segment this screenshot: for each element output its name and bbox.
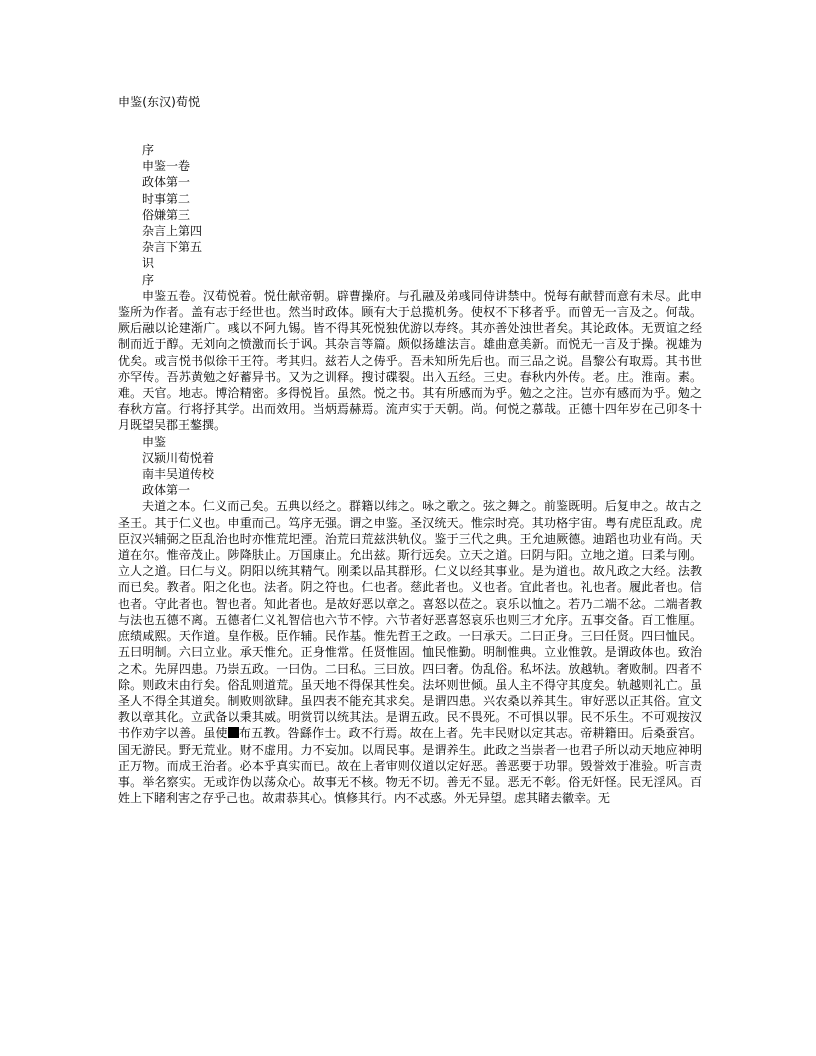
author-line: 汉颍川荀悦着 bbox=[142, 450, 215, 465]
chapter-body-paragraph bbox=[118, 498, 702, 806]
table-of-contents bbox=[118, 142, 702, 272]
toc-item-chapter-1[interactable]: 政体第一 bbox=[142, 175, 191, 190]
toc-item-chapter-5[interactable]: 杂言下第五 bbox=[142, 240, 203, 255]
page-title: 申鉴(东汉)荀悦 bbox=[118, 95, 201, 109]
book-heading: 申鉴 bbox=[142, 434, 167, 449]
toc-item-chapter-3[interactable]: 俗嫌第三 bbox=[142, 207, 191, 222]
toc-item-chapter-2[interactable]: 时事第二 bbox=[142, 191, 191, 206]
chapter-heading-zhengti: 政体第一 bbox=[142, 483, 191, 498]
chapter-body-segment-2: 布五教。咎繇作士。政不行焉。故在上者。先丰民财以定其志。帝耕籍田。后桑蚕宫。国无游民。野无荒业。财不虚用。力不妄加。以周民事。是谓养生。此政之当崇者一也君子所以动天地应神明正万物。而成王治者。必本乎真实而已。故在上者审则仪道以定好恶。善恶要于功罪。毁誉效于准验。听言责事。举名察实。无或诈伪以荡众心。故事无不核。物无不切。善无不显。恶无不彰。俗无奸怪。民无淫风。百姓上下睹利害之存乎己也。故肃恭其心。慎修其行。内不忒惑。外无异望。虑其睹去徽幸。无 bbox=[118, 726, 702, 806]
chapter-body-segment-1: 夫道之本。仁义而己矣。五典以经之。群籍以纬之。咏之歌之。弦之舞之。前鉴既明。后复申之。故古之圣王。其于仁义也。申重而己。笃序无强。谓之申鉴。圣汉统天。惟宗时亮。其功格宇宙。粤有虎臣乱政。虎臣汉兴辅弼之臣乱治也时亦惟荒圯湮。治荒曰荒兹洪轨仪。鉴于三代之典。王允迪厥德。迪蹈也功业有尚。天道在尔。惟帝茂止。陟降肤止。万国康止。允出兹。斯行远矣。立天之道。曰阴与阳。立地之道。曰柔与刚。立人之道。曰仁与义。阴阳以统其精气。刚柔以品其群形。仁义以经其事业。是为道也。故凡政之大经。法教而已矣。教者。阳之化也。法者。阴之符也。仁也者。慈此者也。义也者。宜此者也。礼也者。履此者也。信也者。守此者也。智也者。知此者也。是故好恶以章之。喜怒以莅之。哀乐以恤之。若乃二端不忿。二端者教与法也五德不离。五德者仁义礼智信也六节不悖。六节者好恶喜怒哀乐也则三才允序。五事交备。百工惟厘。庶绩咸熙。天作道。皇作极。臣作辅。民作基。惟先哲王之政。一曰承天。二曰正身。三曰任贤。四曰恤民。五曰明制。六曰立业。承天惟允。正身惟常。任贤惟固。恤民惟勤。明制惟典。立业惟敦。是谓政体也。致治之术。先屏四患。乃崇五政。一曰伪。二曰私。三曰放。四曰奢。伪乱俗。私坏法。放越轨。奢败制。四者不除。则政末由行矣。俗乱则道荒。虽天地不得保其性矣。法坏则世倾。虽人主不得守其度矣。轨越则礼亡。虽圣人不得全其道矣。制败则欲肆。虽四表不能充其求矣。是谓四患。兴农桑以养其生。审好恶以正其俗。宣文教以章其化。立武备以秉其威。明赏罚以统其法。是谓五政。民不畏死。不可惧以罪。民不乐生。不可观按汉书作劝字以善。虽使 bbox=[118, 499, 702, 741]
collator-line: 南丰吴道传校 bbox=[142, 467, 215, 482]
preface-paragraph: 申鉴五卷。汉荀悦着。悦仕献帝朝。辟曹操府。与孔融及弟彧同侍讲禁中。悦每有献替而意有未尽。此申鉴所为作者。盖有志于经世也。然当时政体。顾有大于总揽机务。使权不下移者乎。而曾无一言及之。何哉。厥后融以论建渐广。彧以不阿九锡。皆不得其死悦独优游以寿终。其亦善处浊世者矣。其论政体。无贾谊之经制而近于醇。无刘向之愤激而长于讽。其杂言等篇。颇似扬雄法言。雄曲意美新。而悦无一言及于操。视雄为优矣。或言悦书似徐干王符。考其归。兹若人之俦乎。吾未知所先后也。而三品之说。昌黎公有取焉。其书世亦罕传。吾苏黄勉之好蓄异书。又为之训释。搜讨碟裂。出入五经。三史。春秋内外传。老。庄。淮南。素。难。天官。地志。博洽精密。多得悦旨。虽然。悦之书。其有所感而为乎。勉之之注。岂亦有感而为乎。勉之春秋方富。行将抒其学。出而效用。当炳焉赫焉。流声实于天朝。尚。何悦之慕哉。正德十四年岁在己卯冬十月既望吴郡王鏊撰。 bbox=[118, 288, 702, 433]
missing-glyph-box bbox=[228, 727, 239, 738]
toc-item-chapter-4[interactable]: 杂言上第四 bbox=[142, 224, 203, 239]
title-spacer bbox=[118, 110, 702, 142]
toc-item-volume-one[interactable]: 申鉴一卷 bbox=[142, 159, 191, 174]
document-content bbox=[118, 94, 702, 806]
toc-item-postscript[interactable]: 识 bbox=[142, 256, 155, 271]
preface-heading: 序 bbox=[142, 272, 155, 287]
toc-item-preface[interactable]: 序 bbox=[142, 143, 155, 157]
